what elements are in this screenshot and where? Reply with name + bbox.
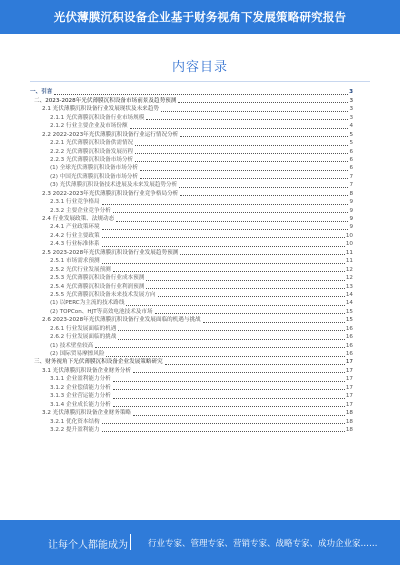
toc-entry-page: 17	[345, 367, 353, 374]
toc-entry-page: 12	[345, 266, 353, 273]
toc-entry[interactable]	[30, 341, 353, 349]
toc-entry-label: 二、2023-2028年光伏薄膜沉积设备市场前景及趋势预测	[34, 97, 177, 104]
toc-entry-page: 9	[349, 224, 353, 231]
toc-entry[interactable]	[30, 113, 353, 121]
toc-leader-dots	[118, 339, 345, 340]
toc-leader-dots	[161, 111, 348, 112]
toc-entry[interactable]	[30, 366, 353, 374]
toc-entry-page: 10	[345, 241, 353, 248]
toc-leader-dots	[135, 161, 348, 162]
toc-entry[interactable]	[30, 240, 353, 248]
toc-entry-label: 2.1.2 行业主要企业及市场份额	[50, 123, 128, 130]
toc-entry[interactable]	[30, 88, 353, 96]
toc-entry-page: 10	[345, 232, 353, 239]
toc-entry-label: (3) 光伏薄膜沉积设备技术进展及未来发展趋势分析	[50, 182, 178, 189]
toc-entry-label: 2.6.1 行业发展面临的机遇	[50, 325, 117, 332]
toc-entry[interactable]	[30, 409, 353, 417]
toc-entry-page: 16	[345, 325, 353, 332]
toc-entry-label: 2.5.3 光伏薄膜沉积设备行业成本预测	[50, 275, 145, 282]
toc-entry[interactable]	[30, 307, 353, 315]
toc-entry[interactable]	[30, 130, 353, 138]
toc-leader-dots	[140, 170, 348, 171]
toc-entry-label: 3.1.2 企业偿债能力分析	[50, 384, 111, 391]
toc-leader-dots	[180, 136, 348, 137]
toc-entry-page: 17	[345, 393, 353, 400]
toc-entry-label: (2) 国际贸易摩擦风险	[50, 351, 105, 357]
toc-entry-page: 15	[345, 317, 353, 324]
toc-entry-label: 3.1.4 企业成长能力分析	[50, 401, 111, 408]
toc-entry-page: 7	[349, 173, 353, 180]
toc-leader-dots	[102, 229, 349, 230]
toc-entry[interactable]	[30, 198, 353, 206]
toc-entry-page: 5	[349, 140, 353, 147]
toc-entry[interactable]	[30, 172, 353, 180]
toc-entry[interactable]	[30, 164, 353, 172]
toc-entry-page: 17	[345, 376, 353, 383]
toc-entry[interactable]	[30, 181, 353, 189]
toc-entry[interactable]	[30, 189, 353, 197]
toc-entry-label: (1) 技术壁垒较高	[50, 342, 94, 349]
toc-entry[interactable]	[30, 274, 353, 282]
toc-entry-label: 2.1.1 光伏薄膜沉积设备行业市场规模	[50, 114, 145, 121]
toc-leader-dots	[113, 271, 345, 272]
toc-entry-label: 2.4 行业发展政策、法规动态	[42, 216, 115, 222]
toc-entry-page: 11	[345, 258, 353, 265]
header-banner	[0, 0, 400, 34]
toc-entry-page: 6	[349, 156, 353, 163]
toc-entry-label: 2.2.2 光伏薄膜沉积设备发展历程	[50, 148, 134, 155]
toc-entry[interactable]	[30, 358, 353, 366]
toc-entry-label: 2.5.5 光伏薄膜沉积设备未来技术发展方向	[50, 291, 156, 298]
toc-entry-label: (2) TOPCon、HJT等高效电池技术及市场	[50, 308, 153, 315]
table-of-contents	[30, 88, 353, 434]
toc-entry-label: 2.4.1 产业政策环境	[50, 224, 100, 231]
toc-leader-dots	[113, 389, 345, 390]
toc-entry-page: 5	[349, 131, 353, 138]
toc-entry-label: 2.4.3 行业标准体系	[50, 241, 100, 248]
toc-divider	[30, 81, 370, 82]
toc-entry-label: 2.2.1 光伏薄膜沉积设备供需情况	[50, 140, 134, 147]
toc-entry[interactable]	[30, 375, 353, 383]
toc-entry-page: 3	[349, 114, 353, 121]
toc-leader-dots	[146, 119, 348, 120]
toc-entry-page: 6	[349, 148, 353, 155]
toc-leader-dots	[203, 322, 345, 323]
toc-entry-page: 17	[345, 359, 353, 366]
toc-entry-page: 14	[345, 300, 353, 307]
toc-leader-dots	[118, 330, 345, 331]
toc-entry-page: 13	[345, 283, 353, 290]
toc-leader-dots	[180, 254, 345, 255]
toc-entry[interactable]	[30, 223, 353, 231]
toc-leader-dots	[113, 212, 349, 213]
toc-leader-dots	[113, 398, 345, 399]
toc-leader-dots	[165, 364, 345, 365]
report-title: 光伏薄膜沉积设备企业基于财务视角下发展策略研究报告	[53, 10, 347, 24]
toc-entry-page: 18	[345, 410, 353, 417]
toc-entry-label: 2.5.1 市场需求预测	[50, 258, 100, 265]
toc-entry-page: 4	[349, 123, 353, 130]
toc-entry-page: 9	[349, 216, 353, 222]
toc-entry[interactable]	[30, 206, 353, 214]
toc-leader-dots	[155, 313, 345, 314]
toc-leader-dots	[113, 381, 345, 382]
toc-entry[interactable]	[30, 299, 353, 307]
toc-entry-label: 2.3.2 主要企业竞争分析	[50, 207, 111, 214]
toc-entry-label: 2.6 2023-2028年光伏薄膜沉积设备行业发展面临的机遇与挑战	[42, 317, 201, 324]
toc-entry-label: 2.1 光伏薄膜沉积设备行业发展现状及未来趋势	[42, 106, 159, 113]
toc-entry-page: 16	[345, 351, 353, 357]
toc-entry-label: 2.5.4 光伏薄膜沉积设备行业利润预测	[50, 283, 145, 290]
toc-entry[interactable]	[30, 291, 353, 299]
toc-entry[interactable]	[30, 282, 353, 290]
toc-entry-label: 2.3.1 行业竞争格局	[50, 199, 100, 206]
toc-entry[interactable]	[30, 96, 353, 104]
toc-leader-dots	[102, 431, 345, 432]
toc-entry-page: 17	[345, 401, 353, 408]
toc-entry-page: 18	[345, 426, 353, 433]
toc-entry-label: 3.2 光伏薄膜沉积设备企业财务策略	[42, 410, 131, 417]
toc-leader-dots	[126, 305, 344, 306]
toc-leader-dots	[133, 415, 345, 416]
toc-entry-page: 15	[345, 308, 353, 315]
toc-entry[interactable]	[30, 265, 353, 273]
toc-entry-label: 3.1.1 企业盈利能力分析	[50, 376, 111, 383]
toc-entry-page: 6	[349, 165, 353, 172]
toc-entry-label: 三、财务视角下光伏薄膜沉积设备企业发展策略研究	[34, 359, 163, 366]
toc-entry[interactable]	[30, 147, 353, 155]
toc-entry-label: 2.5 2023-2028年光伏薄膜沉积设备行业发展趋势预测	[42, 249, 179, 256]
toc-leader-dots	[130, 128, 349, 129]
toc-entry-page: 3	[349, 89, 353, 96]
toc-entry[interactable]	[30, 248, 353, 256]
toc-entry-label: 3.1.3 企业营运能力分析	[50, 393, 111, 400]
toc-entry[interactable]	[30, 257, 353, 265]
toc-leader-dots	[95, 347, 345, 348]
toc-entry[interactable]	[30, 400, 353, 408]
toc-leader-dots	[140, 178, 348, 179]
toc-entry-page: 8	[349, 190, 353, 197]
toc-entry-label: (1) 全球光伏薄膜沉积设备市场分析	[50, 165, 139, 172]
toc-leader-dots	[133, 372, 345, 373]
toc-entry-label: 2.2 2022-2023年光伏薄膜沉积设备行业运行情况分析	[42, 131, 179, 138]
toc-entry[interactable]	[30, 105, 353, 113]
toc-leader-dots	[180, 195, 348, 196]
toc-entry-label: 3.1 光伏薄膜沉积设备企业财务分析	[42, 367, 131, 374]
toc-entry[interactable]	[30, 383, 353, 391]
toc-leader-dots	[135, 145, 348, 146]
toc-entry[interactable]	[30, 215, 353, 223]
toc-leader-dots	[102, 237, 345, 238]
footer-brand: 让每个人都能成为	[48, 540, 128, 551]
toc-entry-page: 3	[349, 106, 353, 113]
toc-entry-label: 3.2.2 提升盈利能力	[50, 426, 100, 433]
toc-entry-page: 9	[349, 199, 353, 206]
toc-leader-dots	[146, 280, 345, 281]
toc-entry-page: 14	[345, 291, 353, 298]
toc-entry-label: 2.2.3 光伏薄膜沉积设备市场分析	[50, 156, 134, 163]
toc-entry-label: 一、引言	[30, 89, 53, 96]
toc-leader-dots	[146, 288, 345, 289]
toc-entry-page: 16	[345, 334, 353, 341]
toc-entry-page: 16	[345, 342, 353, 349]
toc-leader-dots	[102, 246, 345, 247]
toc-entry[interactable]	[30, 324, 353, 332]
toc-entry-page: 17	[345, 384, 353, 391]
toc-leader-dots	[116, 221, 348, 222]
toc-leader-dots	[113, 406, 345, 407]
toc-entry[interactable]	[30, 426, 353, 434]
toc-entry[interactable]	[30, 139, 353, 147]
toc-entry[interactable]	[30, 350, 353, 358]
toc-leader-dots	[179, 187, 348, 188]
toc-entry-page: 11	[345, 249, 353, 256]
toc-leader-dots	[158, 296, 345, 297]
toc-leader-dots	[102, 263, 345, 264]
toc-entry[interactable]	[30, 156, 353, 164]
toc-leader-dots	[102, 423, 345, 424]
toc-entry[interactable]	[30, 392, 353, 400]
toc-entry-label: 2.6.2 行业发展面临的挑战	[50, 334, 117, 341]
toc-entry-label: (1) 以PERC为主流的技术路线	[50, 300, 125, 307]
toc-entry-label: 2.4.2 行业主要政策	[50, 232, 100, 239]
footer-banner	[0, 520, 400, 565]
toc-entry-page: 7	[349, 182, 353, 189]
toc-entry-page: 12	[345, 275, 353, 282]
toc-entry[interactable]	[30, 231, 353, 239]
toc-leader-dots	[106, 356, 344, 357]
footer-slogan: 行业专家、管理专家、营销专家、战略专家、成功企业家……	[148, 539, 378, 549]
toc-leader-dots	[178, 102, 348, 103]
toc-entry-label: 3.2.1 优化资本结构	[50, 418, 100, 425]
toc-entry-page: 18	[345, 418, 353, 425]
toc-entry-page: 9	[349, 207, 353, 214]
toc-entry[interactable]	[30, 333, 353, 341]
toc-entry-label: 2.3 2022-2023年光伏薄膜沉积设备行业竞争格局分析	[42, 190, 179, 197]
toc-leader-dots	[54, 94, 348, 95]
toc-entry-label: 2.5.2 光伏行业发展预测	[50, 266, 111, 273]
toc-entry[interactable]	[30, 417, 353, 425]
toc-entry-label: (2) 中国光伏薄膜沉积设备市场分析	[50, 173, 139, 180]
toc-entry[interactable]	[30, 122, 353, 130]
toc-leader-dots	[135, 153, 348, 154]
toc-entry-page: 3	[349, 97, 353, 104]
toc-leader-dots	[102, 204, 349, 205]
toc-entry[interactable]	[30, 316, 353, 324]
footer-separator	[130, 534, 131, 550]
toc-title: 内容目录	[171, 60, 228, 75]
